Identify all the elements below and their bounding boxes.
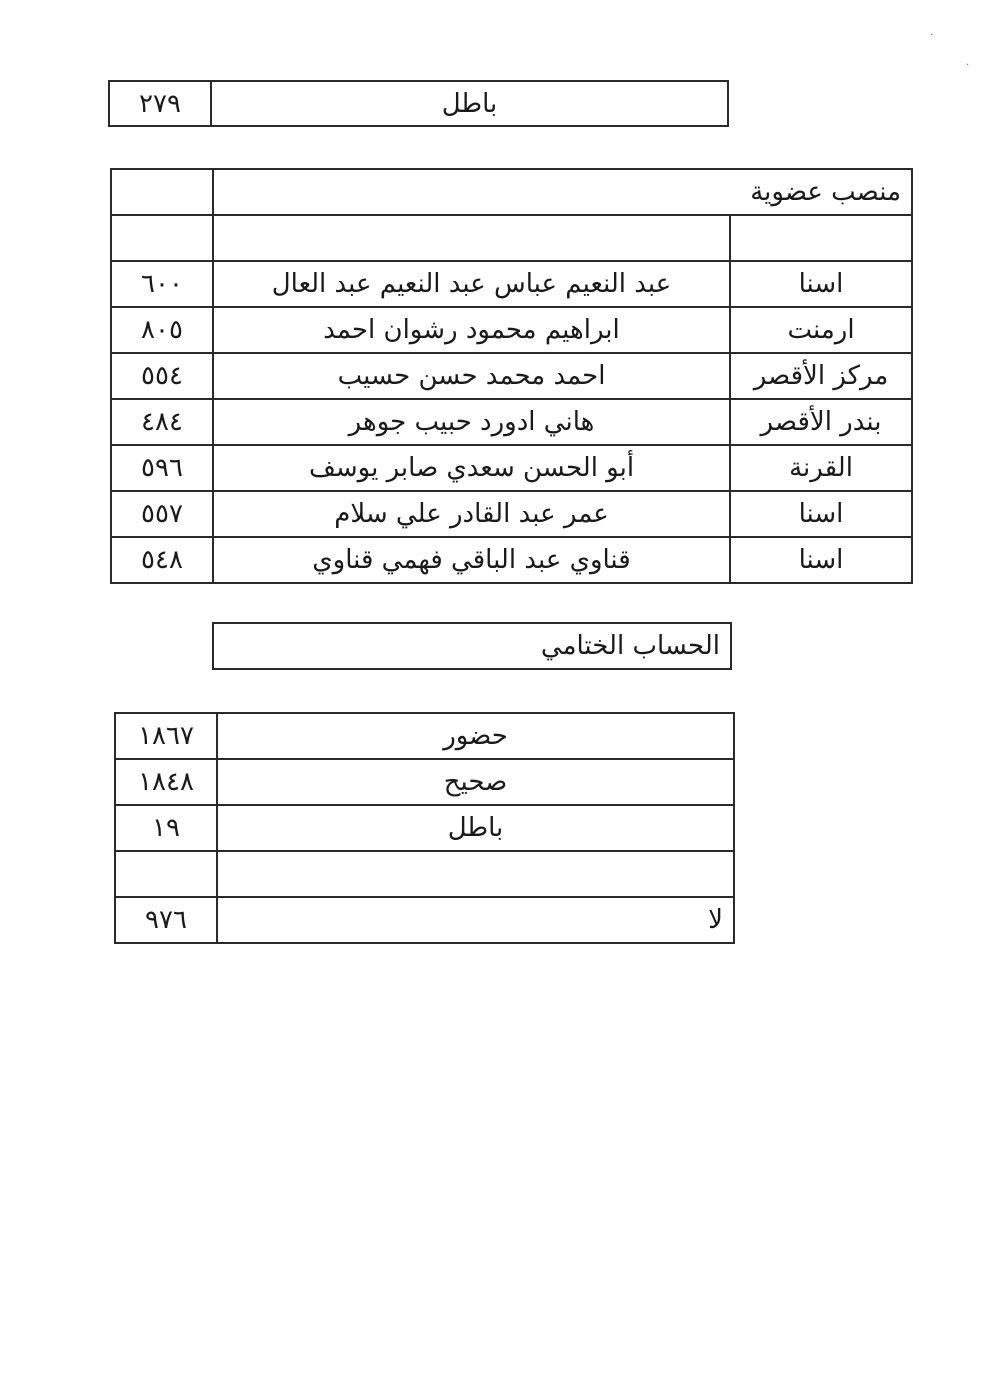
invalid-value: ٢٧٩ bbox=[109, 81, 211, 126]
candidate-name: أبو الحسن سعدي صابر يوسف bbox=[213, 445, 730, 491]
no-value: ٩٧٦ bbox=[115, 897, 217, 943]
membership-title: منصب عضوية bbox=[213, 169, 912, 215]
empty-cell bbox=[111, 169, 213, 215]
valid-value: ١٨٤٨ bbox=[115, 759, 217, 805]
final-account-heading-table bbox=[212, 622, 732, 670]
table-header-row bbox=[111, 169, 912, 215]
valid-label: صحيح bbox=[217, 759, 734, 805]
candidate-name: احمد محمد حسن حسيب bbox=[213, 353, 730, 399]
table-row bbox=[111, 491, 912, 537]
attendance-value: ١٨٦٧ bbox=[115, 713, 217, 759]
final-account-title: الحساب الختامي bbox=[213, 623, 731, 669]
region-cell: اسنا bbox=[730, 261, 912, 307]
table-row bbox=[115, 713, 734, 759]
table-row bbox=[111, 445, 912, 491]
vote-count: ٥٩٦ bbox=[111, 445, 213, 491]
no-label: لا bbox=[217, 897, 734, 943]
empty-cell bbox=[115, 851, 217, 897]
vote-count: ٥٤٨ bbox=[111, 537, 213, 583]
empty-cell bbox=[111, 215, 213, 261]
scan-mark: · bbox=[930, 30, 934, 41]
table-row bbox=[115, 897, 734, 943]
table-row bbox=[111, 399, 912, 445]
region-cell: اسنا bbox=[730, 537, 912, 583]
table-row bbox=[111, 215, 912, 261]
empty-cell bbox=[213, 215, 730, 261]
invalid-label: باطل bbox=[217, 805, 734, 851]
final-account-table bbox=[114, 712, 735, 944]
table-row bbox=[109, 81, 728, 126]
invalid-label: باطل bbox=[211, 81, 728, 126]
membership-table bbox=[110, 168, 913, 584]
vote-count: ٥٥٤ bbox=[111, 353, 213, 399]
vote-count: ٤٨٤ bbox=[111, 399, 213, 445]
empty-cell bbox=[217, 851, 734, 897]
table-row bbox=[115, 805, 734, 851]
vote-count: ٦٠٠ bbox=[111, 261, 213, 307]
region-cell: ارمنت bbox=[730, 307, 912, 353]
scan-mark: · bbox=[966, 60, 970, 71]
region-cell: مركز الأقصر bbox=[730, 353, 912, 399]
table-row bbox=[111, 261, 912, 307]
region-cell: بندر الأقصر bbox=[730, 399, 912, 445]
candidate-name: هاني ادورد حبيب جوهر bbox=[213, 399, 730, 445]
invalid-votes-table bbox=[108, 80, 729, 127]
empty-cell bbox=[730, 215, 912, 261]
vote-count: ٨٠٥ bbox=[111, 307, 213, 353]
table-row bbox=[115, 851, 734, 897]
table-row bbox=[111, 537, 912, 583]
table-row bbox=[213, 623, 731, 669]
candidate-name: قناوي عبد الباقي فهمي قناوي bbox=[213, 537, 730, 583]
invalid-value: ١٩ bbox=[115, 805, 217, 851]
table-row bbox=[115, 759, 734, 805]
attendance-label: حضور bbox=[217, 713, 734, 759]
table-row bbox=[111, 307, 912, 353]
table-row bbox=[111, 353, 912, 399]
region-cell: اسنا bbox=[730, 491, 912, 537]
region-cell: القرنة bbox=[730, 445, 912, 491]
candidate-name: عمر عبد القادر علي سلام bbox=[213, 491, 730, 537]
vote-count: ٥٥٧ bbox=[111, 491, 213, 537]
candidate-name: ابراهيم محمود رشوان احمد bbox=[213, 307, 730, 353]
candidate-name: عبد النعيم عباس عبد النعيم عبد العال bbox=[213, 261, 730, 307]
